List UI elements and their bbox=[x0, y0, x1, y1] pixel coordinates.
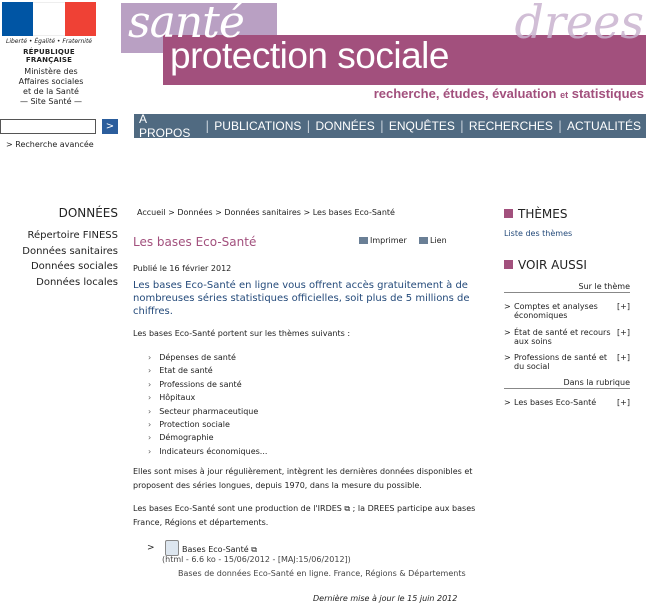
left-link-finess[interactable]: Répertoire FINESS bbox=[27, 230, 118, 241]
link-label: Lien bbox=[430, 236, 447, 245]
see-also-label: Comptes et analyses économiques bbox=[514, 302, 598, 320]
square-bullet-icon bbox=[504, 260, 513, 269]
search-input[interactable] bbox=[0, 119, 96, 134]
ministry-line: Affaires sociales bbox=[18, 77, 84, 86]
nav-data[interactable]: DONNÉES bbox=[315, 119, 375, 133]
page-title: Les bases Eco-Santé bbox=[133, 235, 257, 249]
left-link-sociales[interactable]: Données sociales bbox=[30, 261, 118, 272]
last-update: Dernière mise à jour le 15 juin 2012 bbox=[313, 594, 458, 603]
expand-button[interactable]: [+] bbox=[617, 302, 630, 311]
nav-research[interactable]: RECHERCHES bbox=[468, 119, 553, 133]
republique-logo[interactable] bbox=[2, 2, 96, 62]
square-bullet-icon bbox=[504, 209, 513, 218]
chevron-right-icon: > bbox=[504, 302, 511, 311]
list-item: › Etat de santé bbox=[148, 364, 267, 377]
ministry-line: — Site Santé — bbox=[19, 97, 83, 106]
link-button[interactable] bbox=[419, 236, 447, 245]
tagline-part: statistiques bbox=[571, 86, 644, 101]
nav-separator: | bbox=[205, 119, 210, 133]
nav-news[interactable]: ACTUALITÉS bbox=[566, 119, 641, 133]
list-item: › Indicateurs économiques... bbox=[148, 445, 267, 458]
nav-surveys[interactable]: ENQUÊTES bbox=[388, 119, 455, 133]
advanced-search-link[interactable]: > Recherche avancée bbox=[6, 140, 94, 149]
nav-separator: | bbox=[379, 119, 384, 133]
link-icon bbox=[419, 237, 428, 244]
see-also-label: État de santé et recours aux soins bbox=[514, 328, 611, 346]
expand-button[interactable]: [+] bbox=[617, 328, 630, 337]
list-item: › Professions de santé bbox=[148, 378, 267, 391]
themes-title: THÈMES bbox=[518, 207, 568, 221]
list-item: › Démographie bbox=[148, 431, 267, 444]
banner-sante: santé bbox=[128, 0, 244, 48]
ministry-line: Ministère des bbox=[24, 67, 78, 76]
list-item: › Hôpitaux bbox=[148, 391, 267, 404]
flag-icon bbox=[2, 2, 96, 36]
printer-icon bbox=[359, 237, 368, 244]
file-link[interactable]: Bases Eco-Santé ⧉ bbox=[182, 545, 257, 554]
chevron-right-icon: > bbox=[504, 398, 511, 407]
nav-publications[interactable]: PUBLICATIONS bbox=[214, 119, 302, 133]
left-link-sanitaires[interactable]: Données sanitaires bbox=[22, 245, 118, 257]
chevron-right-icon: > bbox=[504, 328, 511, 337]
site-banner[interactable] bbox=[116, 0, 646, 111]
logo-republic: RÉPUBLIQUE FRANÇAISE bbox=[23, 48, 75, 64]
themes-heading bbox=[504, 207, 568, 221]
left-link-locales[interactable]: Données locales bbox=[36, 276, 118, 288]
print-label: Imprimer bbox=[370, 236, 407, 245]
left-section-title: DONNÉES bbox=[58, 206, 118, 220]
nav-separator: | bbox=[459, 119, 464, 133]
intro-text: Les bases Eco-Santé en ligne vous offrent accès gratuitement à de nombreuses séries statistiques officielles, soit plus de 5 millions de chiffres. bbox=[133, 280, 470, 317]
ministry-name bbox=[6, 67, 96, 107]
on-theme-label: Sur le thème bbox=[504, 282, 630, 293]
banner-tagline bbox=[374, 86, 644, 101]
themes-intro: Les bases Eco-Santé portent sur les thèmes suivants : bbox=[133, 329, 351, 338]
nav-separator: | bbox=[557, 119, 562, 133]
see-also-item[interactable] bbox=[504, 353, 630, 371]
chevron-right-icon: > bbox=[147, 543, 155, 553]
drees-logo: drees bbox=[514, 0, 644, 49]
breadcrumb[interactable]: Accueil > Données > Données sanitaires > Les bases Eco-Santé bbox=[137, 208, 395, 217]
see-also-label: Professions de santé et du social bbox=[514, 353, 608, 371]
see-also-item[interactable] bbox=[504, 302, 630, 320]
themes-list-link[interactable]: Liste des thèmes bbox=[504, 229, 573, 238]
production-paragraph: Les bases Eco-Santé sont une production de l'IRDES ⧉ ; la DREES participe aux bases France, Régions et départements. bbox=[133, 504, 476, 527]
see-also-label: Les bases Eco-Santé bbox=[514, 398, 597, 407]
ministry-line: et de la Santé bbox=[23, 87, 79, 96]
see-also-heading bbox=[504, 258, 587, 272]
main-nav bbox=[134, 114, 646, 138]
chevron-right-icon: > bbox=[504, 353, 511, 362]
see-also-item[interactable] bbox=[504, 398, 630, 407]
nav-about[interactable]: À PROPOS bbox=[139, 112, 191, 140]
tagline-et: et bbox=[560, 90, 569, 100]
expand-button[interactable]: [+] bbox=[617, 353, 630, 362]
update-paragraph: Elles sont mises à jour régulièrement, intègrent les dernières données disponibles et proposent des séries longues, depuis 1970, dans la mesure du possible. bbox=[133, 467, 473, 490]
tagline-part: recherche, études, évaluation bbox=[373, 86, 557, 101]
file-meta: (html - 6.6 ko - 15/06/2012 - [MAJ:15/06/2012]) bbox=[162, 555, 351, 564]
theme-list bbox=[148, 351, 267, 458]
nav-separator: | bbox=[306, 119, 311, 133]
banner-title: protection sociale bbox=[170, 35, 449, 76]
see-also-title: VOIR AUSSI bbox=[518, 258, 587, 272]
list-item: › Dépenses de santé bbox=[148, 351, 267, 364]
print-button[interactable] bbox=[359, 236, 407, 245]
logo-motto: Liberté • Égalité • Fraternité bbox=[5, 38, 92, 45]
list-item: › Protection sociale bbox=[148, 418, 267, 431]
expand-button[interactable]: [+] bbox=[617, 398, 630, 407]
left-nav bbox=[0, 228, 118, 290]
html-file-icon bbox=[165, 540, 179, 556]
see-also-item[interactable] bbox=[504, 328, 630, 346]
file-description: Bases de données Eco-Santé en ligne. France, Régions & Départements bbox=[178, 569, 466, 578]
search-button[interactable]: > bbox=[102, 119, 118, 134]
published-date: Publié le 16 février 2012 bbox=[133, 264, 232, 273]
list-item: › Secteur pharmaceutique bbox=[148, 405, 267, 418]
in-section-label: Dans la rubrique bbox=[504, 378, 630, 389]
